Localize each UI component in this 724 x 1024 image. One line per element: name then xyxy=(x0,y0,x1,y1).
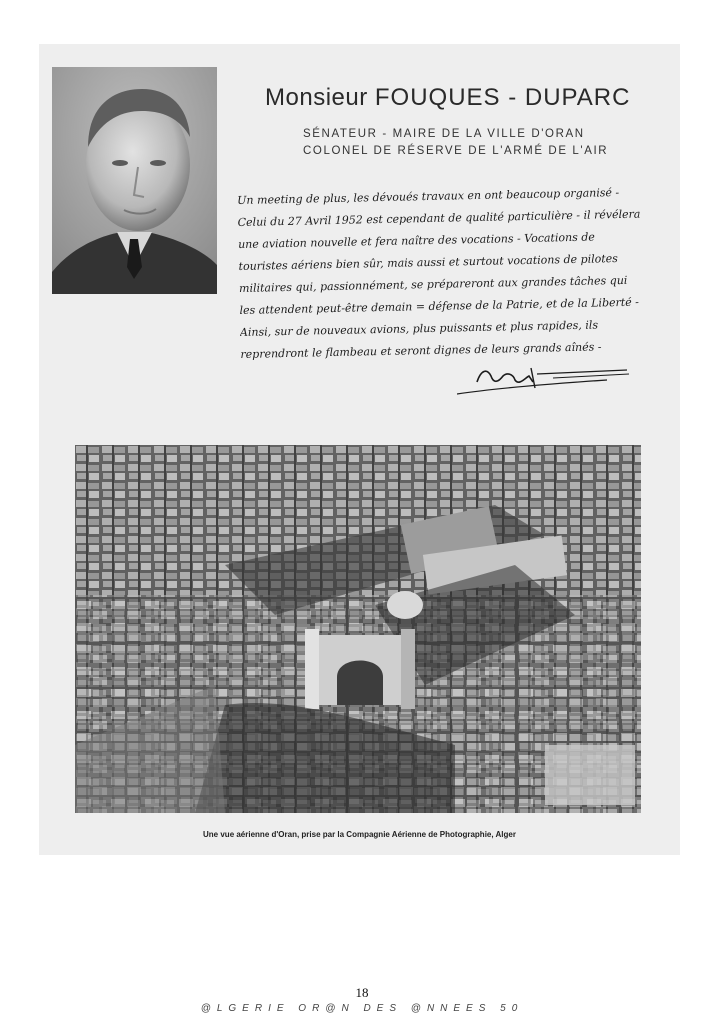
subtitle-line-1: SÉNATEUR - MAIRE DE LA VILLE D'ORAN xyxy=(303,128,585,140)
subtitle-line-2: COLONEL DE RÉSERVE DE L'ARMÉ DE L'AIR xyxy=(303,145,609,157)
magazine-page xyxy=(39,44,680,855)
subtitle xyxy=(303,126,609,160)
title-name: FOUQUES - DUPARC xyxy=(374,84,631,111)
letter-line: Un meeting de plus, les dévoués travaux en ont beaucoup organisé - xyxy=(237,185,620,207)
photo-caption: Une vue aérienne d'Oran, prise par la Compagnie Aérienne de Photographie, Alger xyxy=(203,830,516,839)
letter-line: une aviation nouvelle et fera naître des vocations - Vocations de xyxy=(238,230,595,251)
handwritten-letter xyxy=(237,181,669,366)
letter-line: les attendent peut-être demain = défense de la Patrie, et de la Liberté - xyxy=(239,295,640,317)
signature xyxy=(457,358,637,398)
portrait-photo xyxy=(52,67,217,294)
letter-line: Celui du 27 Avril 1952 est cependant de qualité particulière - il révélera xyxy=(237,207,641,229)
title-prefix: Monsieur xyxy=(265,84,368,111)
site-footer: @LGERIE OR@N DES @NNEES 50 xyxy=(200,1003,524,1014)
letter-line: Ainsi, sur de nouveaux avions, plus puissants et plus rapides, ils xyxy=(239,318,599,339)
page-title xyxy=(265,84,630,112)
letter-line: militaires qui, passionnément, se prépareront aux grandes tâches qui xyxy=(238,273,628,295)
letter-line: touristes aériens bien sûr, mais aussi et surtout vocations de pilotes xyxy=(238,252,619,273)
page-number: 18 xyxy=(355,985,369,1000)
letter-line: reprendront le flambeau et seront dignes de leurs grands aînés - xyxy=(240,340,602,361)
aerial-photo xyxy=(75,445,641,813)
